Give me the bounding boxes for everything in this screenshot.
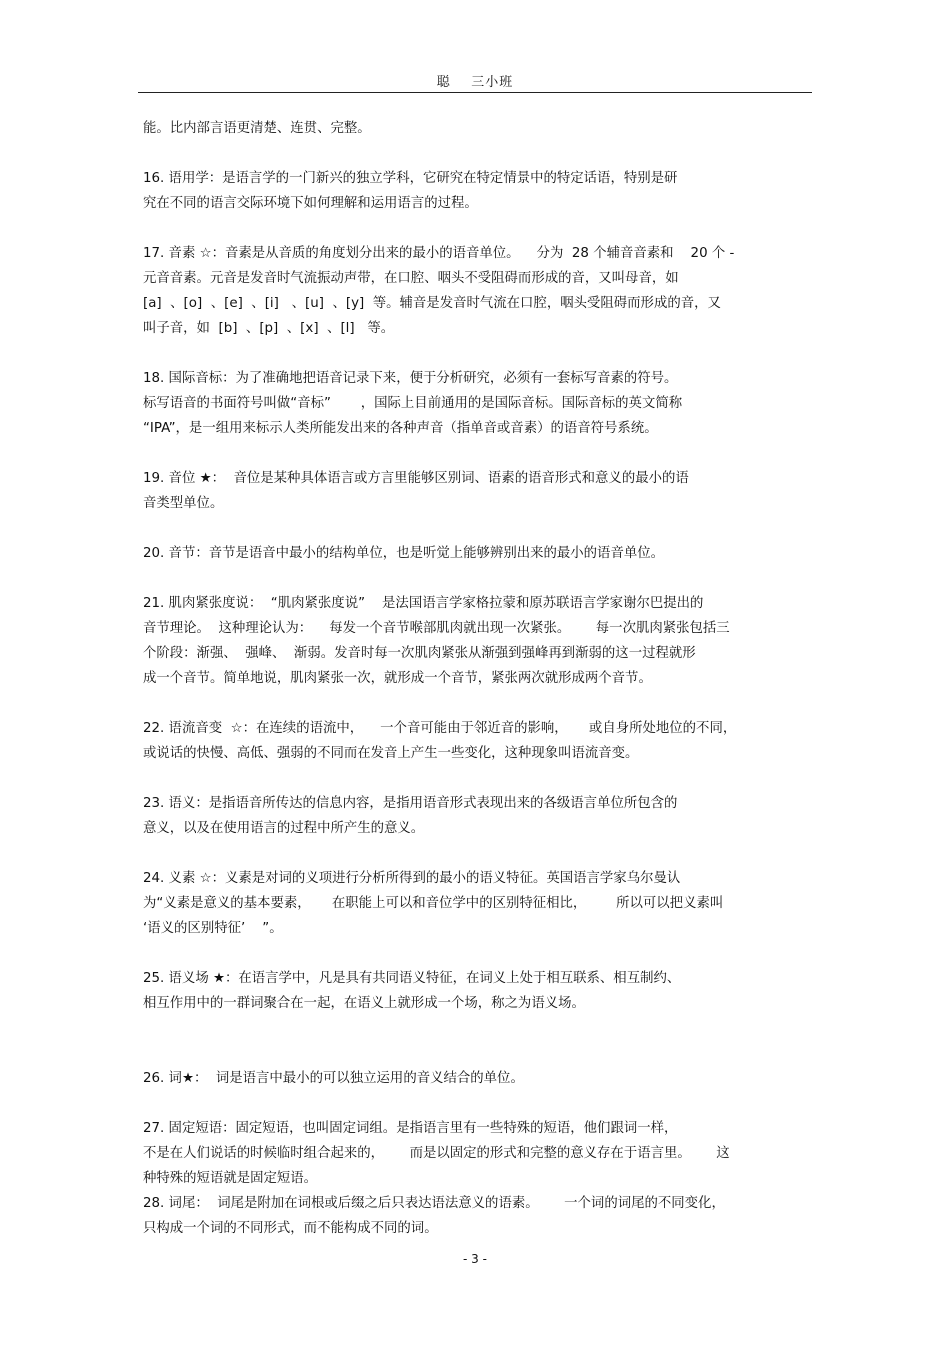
text-line: 元音音素。元音是发音时气流振动声带，在口腔、咽头不受阻碍而形成的音，又叫母音，如 — [143, 271, 679, 286]
text-line: 只构成一个词的不同形式，而不能构成不同的词。 — [143, 1221, 438, 1236]
text-line: 意义，以及在使用语言的过程中所产生的意义。 — [143, 821, 425, 836]
text-line: 音节理论。 这种理论认为： 每发一个音节喉部肌肉就出现一次紧张。 每一次肌肉紧张包括三 — [143, 621, 730, 636]
text-line: 或说话的快慢、高低、强弱的不同而在发音上产生一些变化，这种现象叫语流音变。 — [143, 746, 639, 761]
text-line: 音类型单位。 — [143, 496, 224, 511]
text-line: 22. 语流音变 ☆：在连续的语流中， 一个音可能由于邻近音的影响， 或自身所处地位的不同， — [143, 721, 737, 736]
text-line: 21. 肌肉紧张度说： “肌肉紧张度说” 是法国语言学家格拉蒙和原苏联语言学家谢尔巴提出的 — [143, 596, 704, 611]
text-line: 19. 音位 ★： 音位是某种具体语言或方言里能够区别词、语素的语音形式和意义的最小的语 — [143, 471, 689, 486]
text-line: 23. 语义：是指语音所传达的信息内容，是指用语音形式表现出来的各级语言单位所包含的 — [143, 796, 678, 811]
text-line: 叫子音，如 [b] 、[p] 、[x] 、[l] 等。 — [143, 321, 395, 336]
text-line: 种特殊的短语就是固定短语。 — [143, 1171, 318, 1186]
text-line: 27. 固定短语：固定短语，也叫固定词组。是指语言里有一些特殊的短语，他们跟词一样， — [143, 1121, 678, 1136]
text-line: 不是在人们说话的时候临时组合起来的， 而是以固定的形式和完整的意义存在于语言里。 这 — [143, 1146, 730, 1161]
text-line: 16. 语用学：是语言学的一门新兴的独立学科，它研究在特定情景中的特定话语，特别是研 — [143, 171, 678, 186]
text-line: “IPA”，是一组用来标示人类所能发出来的各种声音（指单音或音素）的语音符号系统。 — [143, 421, 658, 436]
text-line: 标写语音的书面符号叫做“音标” ，国际上目前通用的是国际音标。国际音标的英文简称 — [143, 396, 683, 411]
header-divider — [138, 92, 812, 93]
page-header: 聪 三小班 — [436, 75, 514, 90]
text-line: 26. 词★： 词是语言中最小的可以独立运用的音义结合的单位。 — [143, 1071, 524, 1086]
text-line: 20. 音节：音节是语音中最小的结构单位，也是听觉上能够辨别出来的最小的语音单位。 — [143, 546, 665, 561]
text-line: 25. 语义场 ★：在语言学中，凡是具有共同语义特征，在词义上处于相互联系、相互制约、 — [143, 971, 681, 986]
text-line: 为“义素是意义的基本要素， 在职能上可以和音位学中的区别特征相比， 所以可以把义素叫 — [143, 896, 724, 911]
text-line: 18. 国际音标：为了准确地把语音记录下来，便于分析研究，必须有一套标写音素的符号。 — [143, 371, 678, 386]
text-line: 24. 义素 ☆：义素是对词的义项进行分析所得到的最小的语义特征。英国语言学家乌尔曼认 — [143, 871, 681, 886]
text-line: 28. 词尾： 词尾是附加在词根或后缀之后只表达语法意义的语素。 一个词的词尾的不同变化， — [143, 1196, 725, 1211]
text-line: 究在不同的语言交际环境下如何理解和运用语言的过程。 — [143, 196, 478, 211]
text-line: 相互作用中的一群词聚合在一起，在语义上就形成一个场，称之为语义场。 — [143, 996, 585, 1011]
text-line: [a] 、[o] 、[e] 、[i] 、[u] 、[y] 等。辅音是发音时气流在口腔，咽头受阻碍而形成的音，又 — [143, 296, 721, 311]
text-line: 成一个音节。简单地说，肌肉紧张一次，就形成一个音节，紧张两次就形成两个音节。 — [143, 671, 652, 686]
page-number: - 3 - — [463, 1252, 487, 1266]
text-line: 能。比内部言语更清楚、连贯、完整。 — [143, 121, 371, 136]
text-line: 17. 音素 ☆：音素是从音质的角度划分出来的最小的语音单位。 分为 28 个辅音音素和 20 个 - — [143, 246, 735, 261]
text-line: ‘语义的区别特征’ ”。 — [143, 921, 283, 936]
text-line: 个阶段：渐强、 强峰、 渐弱。发音时每一次肌肉紧张从渐强到强峰再到渐弱的这一过程就形 — [143, 646, 696, 661]
